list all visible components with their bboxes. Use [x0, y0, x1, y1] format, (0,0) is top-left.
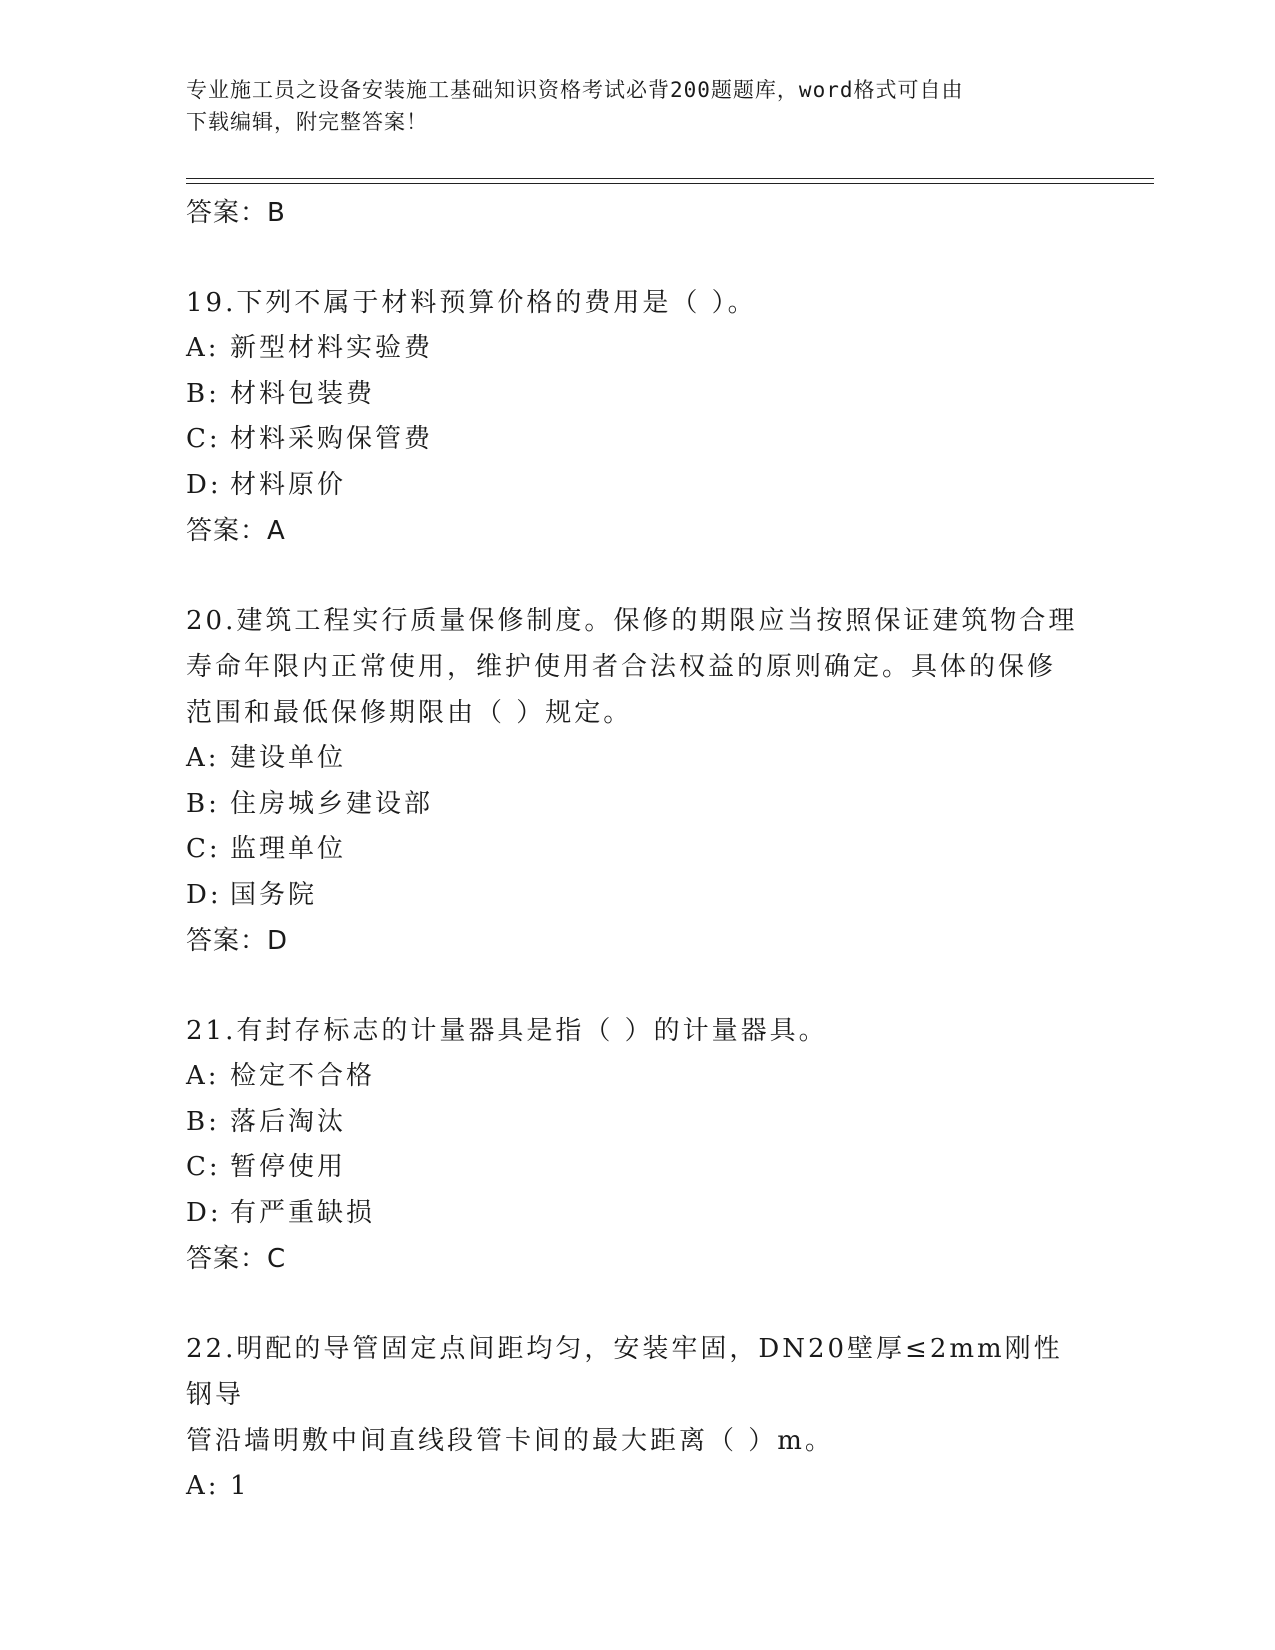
question-20-answer: 答案：D — [186, 926, 289, 956]
option-text: 检定不合格 — [230, 1061, 376, 1091]
question-21-option-d — [186, 1191, 1086, 1237]
option-letter: C: — [186, 1152, 221, 1182]
option-text: 材料原价 — [230, 469, 347, 500]
question-20 — [186, 598, 1086, 964]
question-21-answer: 答案：C — [186, 1244, 287, 1274]
option-letter: C: — [186, 424, 221, 454]
question-19-option-b — [186, 372, 1086, 418]
question-19-option-c — [186, 417, 1086, 463]
question-20-option-c — [186, 827, 1086, 873]
header-rule-top — [186, 178, 1154, 179]
question-22 — [186, 1326, 1086, 1510]
option-text: 落后淘汰 — [230, 1106, 347, 1137]
option-text: 1 — [230, 1471, 250, 1501]
page-header — [186, 74, 1086, 138]
option-letter: D: — [186, 879, 222, 910]
option-letter: A: — [186, 743, 220, 773]
question-20-option-b — [186, 782, 1086, 828]
option-text: 住房城乡建设部 — [230, 788, 434, 819]
option-letter: B: — [186, 1106, 220, 1137]
question-20-text-line-3: 范围和最低保修期限由（ ）规定。 — [186, 698, 633, 728]
option-text: 暂停使用 — [230, 1152, 347, 1182]
option-text: 有严重缺损 — [230, 1197, 376, 1228]
header-title-line-2: 下载编辑，附完整答案！ — [186, 110, 428, 134]
question-22-option-a — [186, 1464, 1086, 1510]
question-21-option-a — [186, 1054, 1086, 1100]
question-19-text: 19.下列不属于材料预算价格的费用是（ ）。 — [186, 288, 757, 318]
option-letter: D: — [186, 469, 222, 500]
question-20-option-d — [186, 873, 1086, 919]
document-body — [186, 190, 1086, 1510]
option-letter: B: — [186, 788, 220, 819]
question-20-text-line-1: 20.建筑工程实行质量保修制度。保修的期限应当按照保证建筑物合理 — [186, 606, 1078, 636]
option-letter: B: — [186, 378, 220, 409]
option-text: 材料包装费 — [230, 378, 376, 409]
question-21-option-c — [186, 1145, 1086, 1191]
option-letter: D: — [186, 1197, 222, 1228]
option-letter: A: — [186, 333, 220, 363]
question-20-text-line-2: 寿命年限内正常使用，维护使用者合法权益的原则确定。具体的保修 — [186, 652, 1057, 682]
question-22-text-line-1: 22.明配的导管固定点间距均匀，安装牢固，DN20壁厚≤2mm刚性钢导 — [186, 1334, 1063, 1410]
option-text: 建设单位 — [230, 743, 347, 773]
question-19-answer: 答案：A — [186, 516, 286, 546]
option-text: 监理单位 — [230, 834, 347, 864]
question-19-option-d — [186, 463, 1086, 509]
option-text: 国务院 — [230, 879, 318, 910]
question-19 — [186, 280, 1086, 554]
header-rule-bottom — [186, 183, 1154, 184]
answer-previous: 答案：B — [186, 198, 286, 228]
option-letter: A: — [186, 1471, 220, 1501]
question-22-text-line-2: 管沿墙明敷中间直线段管卡间的最大距离（ ）m。 — [186, 1426, 834, 1456]
question-19-option-a — [186, 326, 1086, 372]
option-text: 新型材料实验费 — [230, 333, 434, 363]
option-text: 材料采购保管费 — [230, 424, 434, 454]
option-letter: A: — [186, 1061, 220, 1091]
option-letter: C: — [186, 834, 221, 864]
question-21 — [186, 1008, 1086, 1282]
question-21-text: 21.有封存标志的计量器具是指（ ）的计量器具。 — [186, 1016, 828, 1046]
header-title-line-1: 专业施工员之设备安装施工基础知识资格考试必背200题题库，word格式可自由 — [186, 78, 964, 102]
question-21-option-b — [186, 1100, 1086, 1146]
question-20-option-a — [186, 736, 1086, 782]
